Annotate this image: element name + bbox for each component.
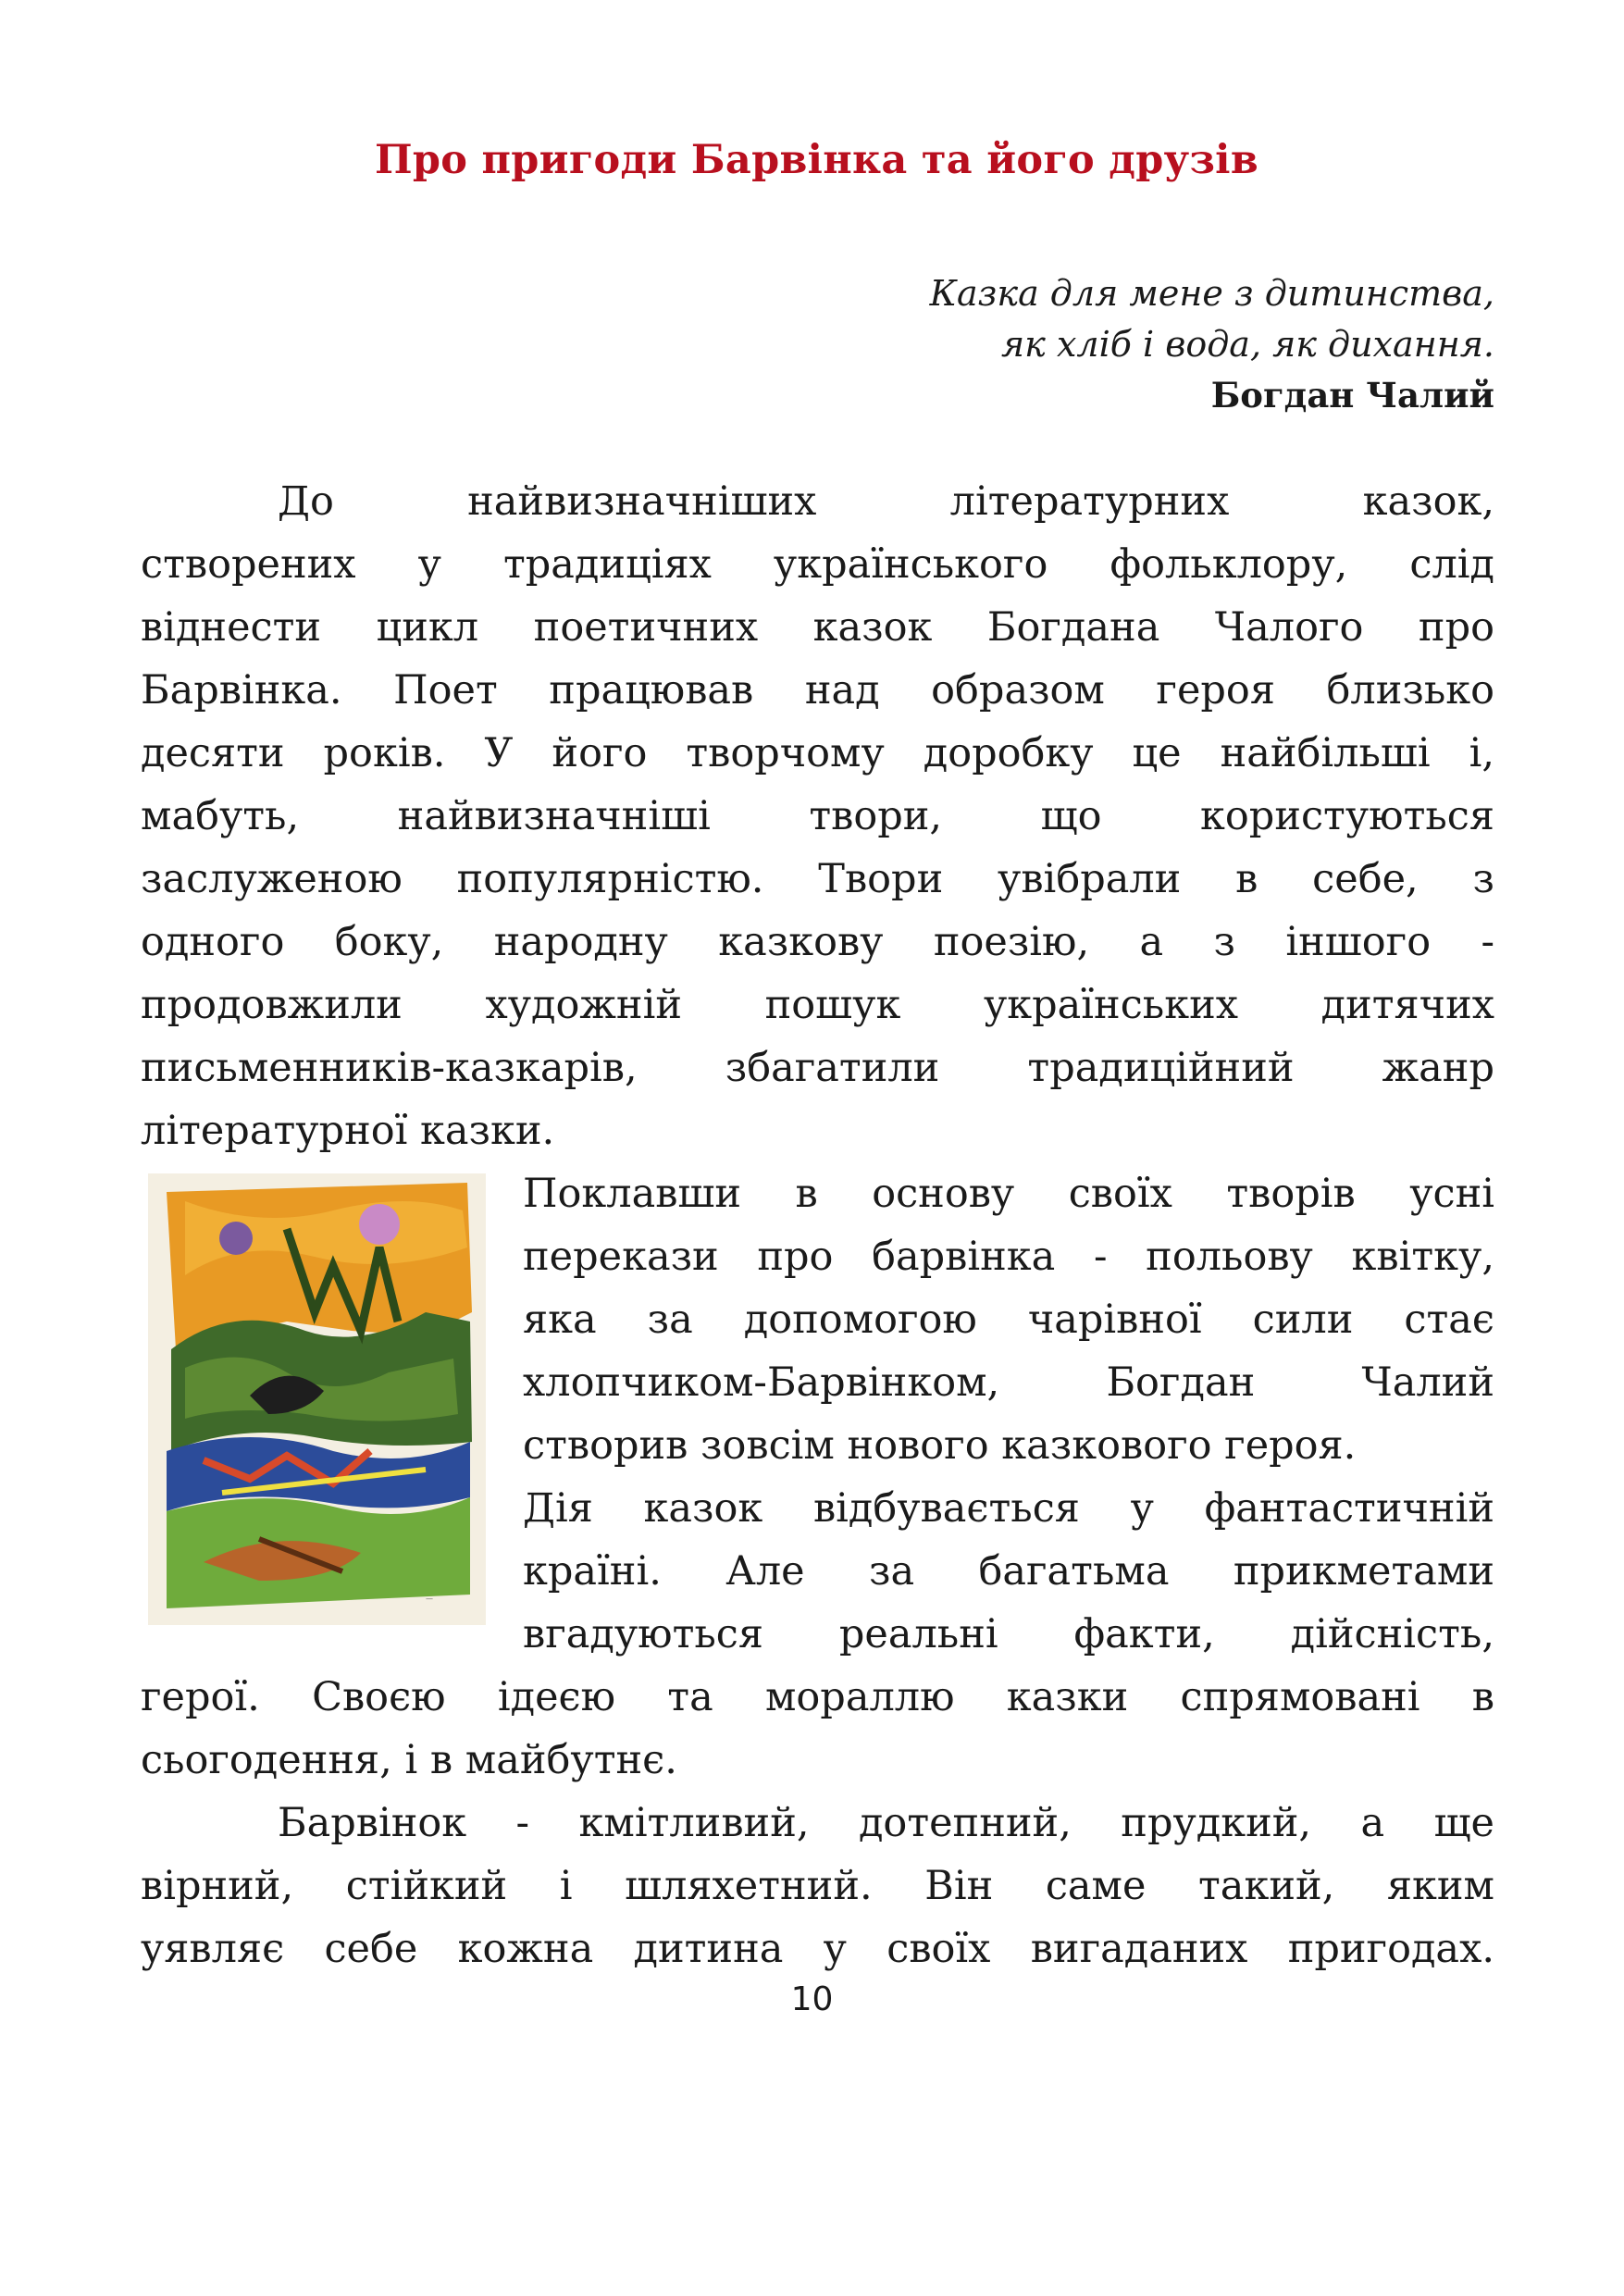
text-line: країні. Але за багатьма прикметами (523, 1548, 1494, 1595)
svg-text:—: — (426, 1595, 433, 1603)
text-line: заслуженою популярністю. Твори увібрали в себе, з (141, 856, 1494, 902)
text-line: віднести цикл поетичних казок Богдана Чалого про (141, 604, 1494, 651)
text-line: хлопчиком-Барвінком, Богдан Чалий (523, 1359, 1494, 1406)
text-line: мабуть, найвизначніші твори, що користуються (141, 793, 1494, 839)
text-line: одного боку, народну казкову поезію, а з іншого - (141, 919, 1494, 965)
epigraph-line-1: Казка для мене з дитинства, (929, 273, 1494, 314)
book-cover-illustration (148, 1173, 486, 1625)
page-number: 10 (790, 1980, 834, 2018)
text-line: герої. Своєю ідеєю та мораллю казки спрямовані в (141, 1674, 1494, 1720)
text-line: яка за допомогою чарівної сили стає (523, 1297, 1494, 1343)
text-line: продовжили художній пошук українських дитячих (141, 982, 1494, 1028)
text-line: Барвінок - кмітливий, дотепний, прудкий, а ще (278, 1800, 1494, 1846)
text-line: сьогодення, і в майбутнє. (141, 1737, 677, 1783)
text-line: письменників-казкарів, збагатили традиційний жанр (141, 1045, 1494, 1091)
text-line: уявляє себе кожна дитина у своїх вигаданих пригодах. (141, 1926, 1494, 1972)
illustration-image (148, 1173, 486, 1625)
text-line: Поклавши в основу своїх творів усні (523, 1171, 1494, 1217)
text-line: літературної казки. (141, 1108, 555, 1154)
chapter-title: Про пригоди Барвінка та його друзів (374, 137, 1258, 183)
text-line: Барвінка. Поет працював над образом героя близько (141, 667, 1494, 714)
text-line: створених у традиціях українського фольклору, слід (141, 541, 1494, 588)
epigraph-author: Богдан Чалий (1210, 375, 1494, 416)
text-line: вірний, стійкий і шляхетний. Він саме такий, яким (141, 1863, 1494, 1909)
epigraph (930, 268, 1494, 421)
text-line: створив зовсім нового казкового героя. (523, 1422, 1357, 1469)
text-line: перекази про барвінка - польову квітку, (523, 1234, 1494, 1280)
text-line: До найвизначніших літературних казок, (278, 478, 1494, 525)
text-line: вгадуються реальні факти, дійсність, (523, 1611, 1494, 1657)
text-line: Дія казок відбувається у фантастичній (523, 1485, 1494, 1532)
text-line: десяти років. У його творчому доробку це найбільші і, (141, 730, 1494, 776)
epigraph-line-2: як хліб і вода, як дихання. (1001, 324, 1494, 365)
